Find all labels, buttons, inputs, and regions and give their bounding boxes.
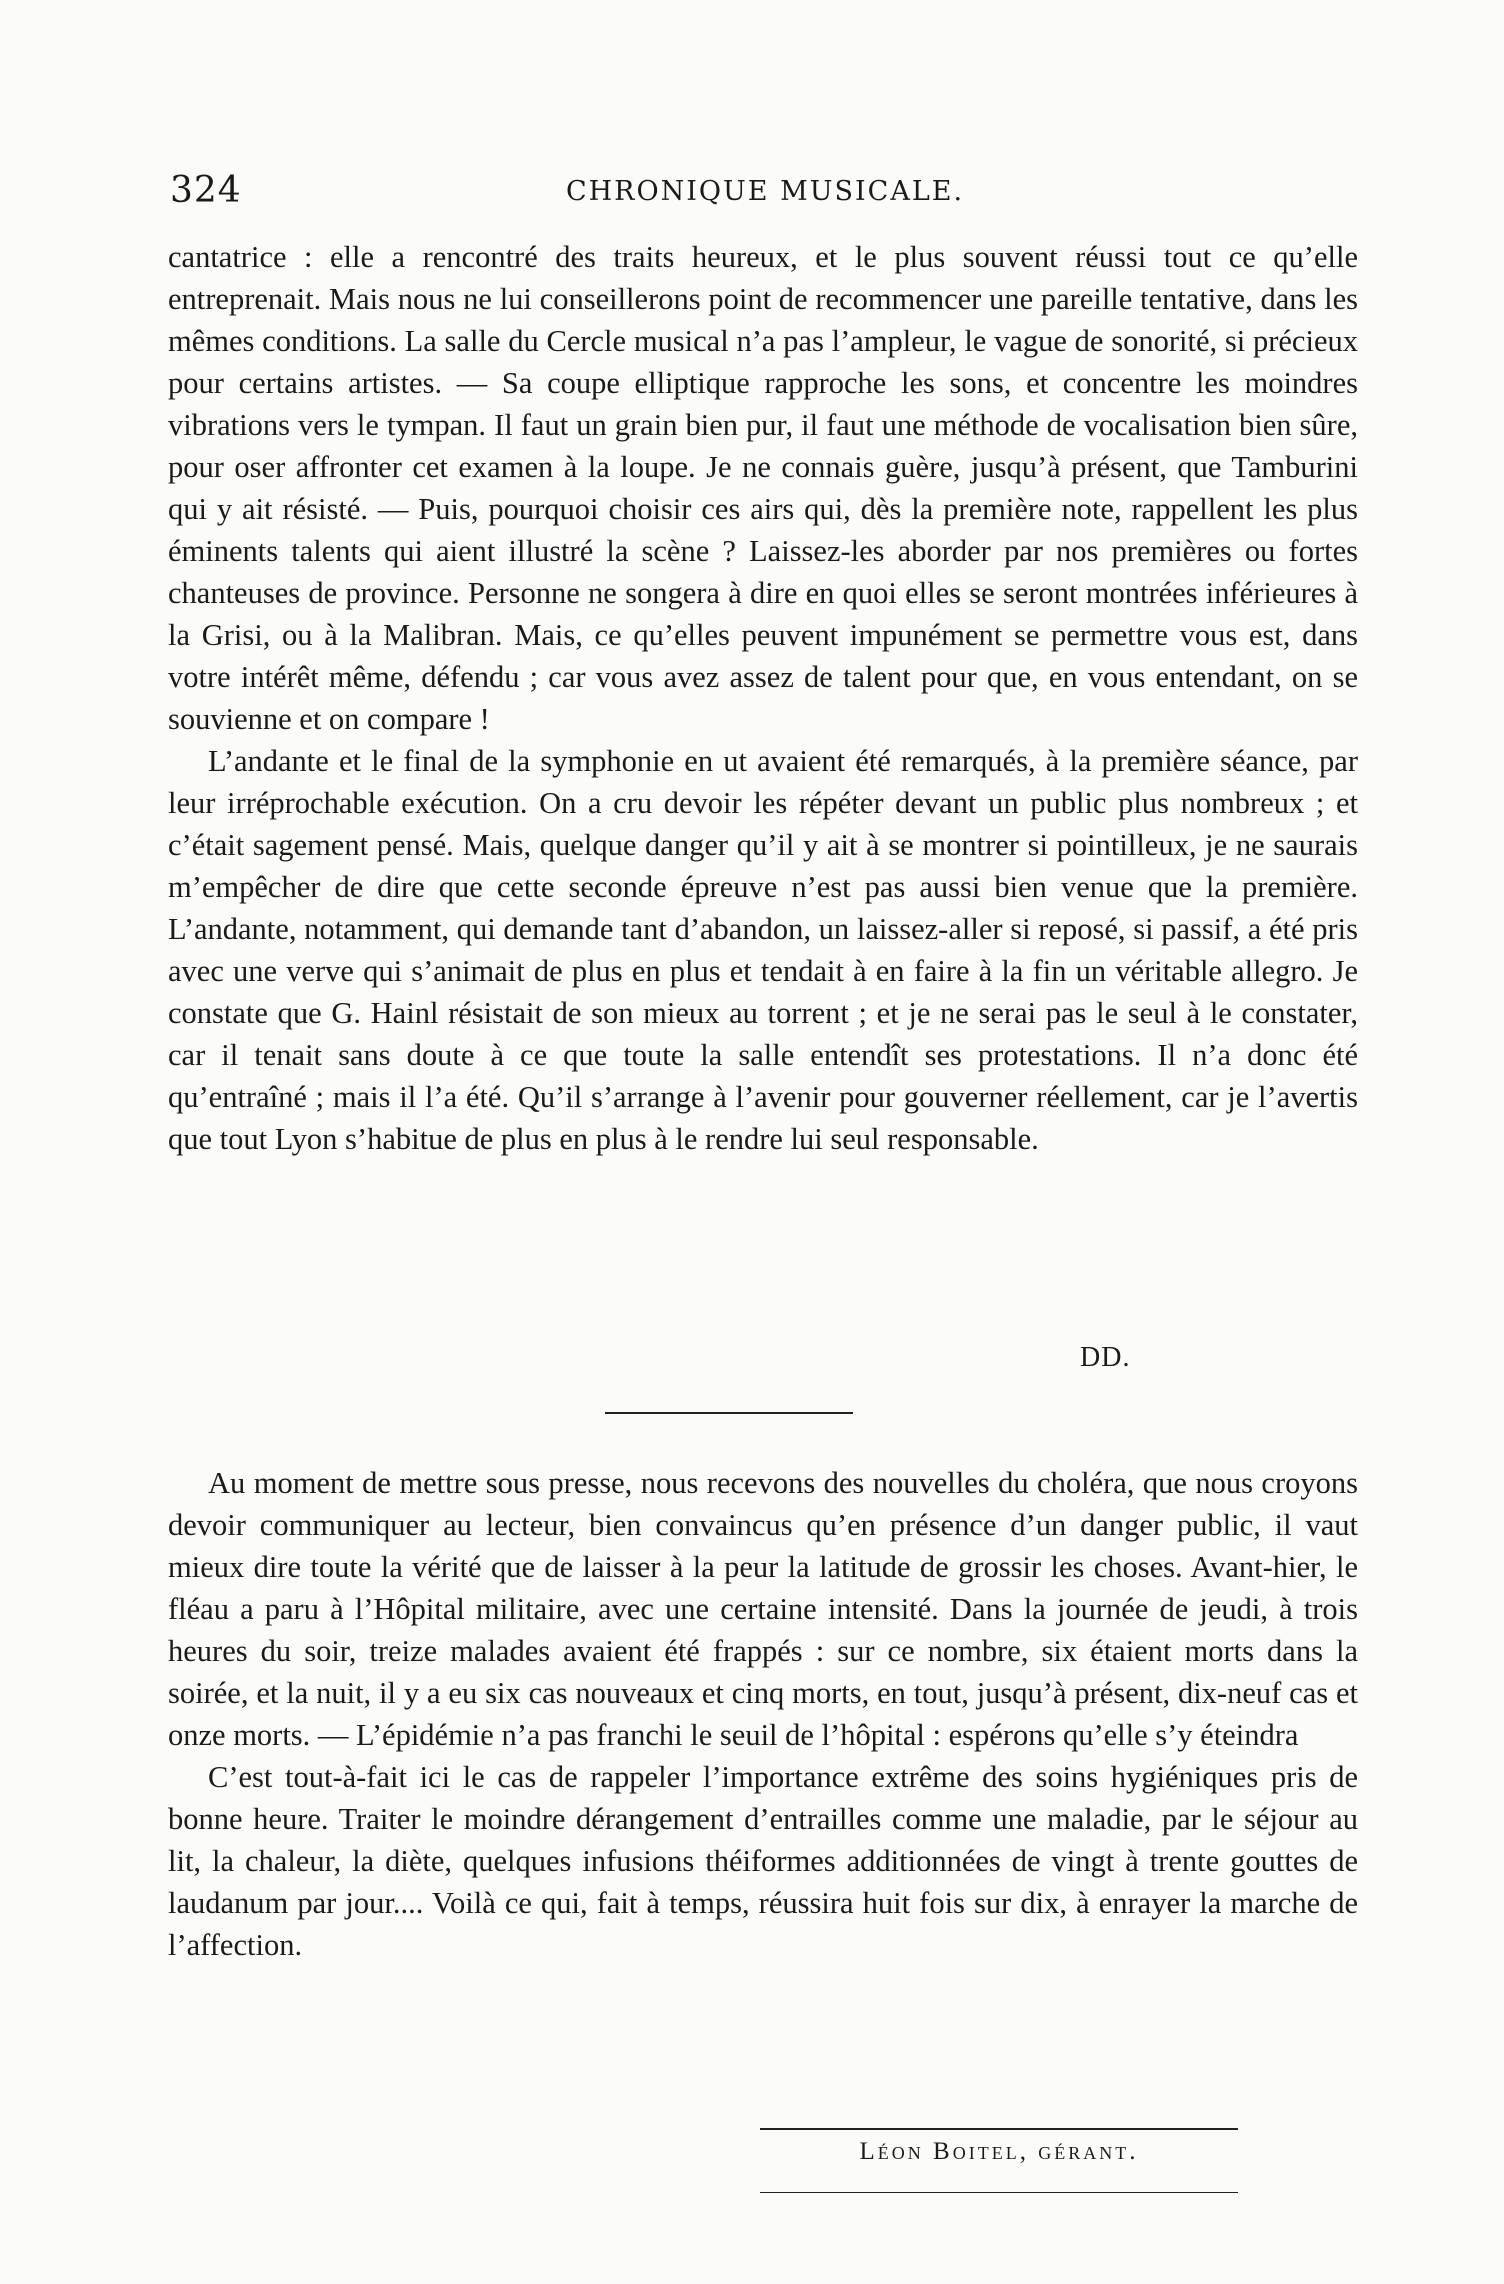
notice-paragraph-1: Au moment de mettre sous presse, nous recevons des nouvelles du choléra, que nous croyons devoir communiquer au lecteur, bien convaincus qu’en présence d’un danger public, il vaut mieux dire toute la vérité que de laisser à la peur la latitude de grossir les choses. Avant-hier, le fléau a paru à l’Hôpital militaire, avec une certaine intensité. Dans la journée de jeudi, à trois heures du soir, treize malades avaient été frappés : sur ce nombre, six étaient morts dans la soirée, et la nuit, il y a eu six cas nouveaux et cinq morts, en tout, jusqu’à présent, dix-neuf cas et onze morts. — L’épidémie n’a pas franchi le seuil de l’hôpital : espérons qu’elle s’y éteindra [168, 1466, 1358, 1752]
page-header [170, 170, 1360, 216]
imprint-rule-bottom [760, 2192, 1238, 2193]
running-head: CHRONIQUE MUSICALE. [565, 176, 965, 207]
article-music-review [168, 236, 1358, 1160]
section-divider [605, 1412, 853, 1414]
notice-paragraph-2: C’est tout-à-fait ici le cas de rappeler l’importance extrême des soins hygiéniques pris de bonne heure. Traiter le moindre dérangement d’entrailles comme une maladie, par le séjour au lit, la chaleur, la diète, quelques infusions théiformes additionnées de vingt à trente gouttes de laudanum par jour.... Voilà ce qui, fait à temps, réussira huit fois sur dix, à enrayer la marche de l’affection. [168, 1760, 1358, 1962]
imprint-line: Léon Boitel, gérant. [859, 2138, 1139, 2165]
review-signature: DD. [1080, 1342, 1131, 1373]
review-paragraph-2: L’andante et le final de la symphonie en ut avaient été remarqués, à la première séance, par leur irréprochable exécution. On a cru devoir les répéter devant un public plus nombreux ; et c’était sagement pensé. Mais, quelque danger qu’il y ait à se montrer si pointilleux, je ne saurais m’empêcher de dire que cette seconde épreuve n’est pas aussi bien venue que la première. L’andante, notamment, qui demande tant d’abandon, un laissez-aller si reposé, si passif, a été pris avec une verve qui s’animait de plus en plus et tendait à en faire à la fin un véritable allegro. Je constate que G. Hainl résistait de son mieux au torrent ; et je ne serai pas le seul à le constater, car il tenait sans doute à ce que toute la salle entendît ses protestations. Il n’a donc été qu’entraîné ; mais il l’a été. Qu’il s’arrange à l’avenir pour gouverner réellement, car je l’avertis que tout Lyon s’habitue de plus en plus à le rendre lui seul responsable. [168, 744, 1358, 1156]
imprint-rule-top [760, 2128, 1238, 2130]
review-paragraph-1: cantatrice : elle a rencontré des traits heureux, et le plus souvent réussi tout ce qu’elle entreprenait. Mais nous ne lui conseillerons point de recommencer une pareille tentative, dans les mêmes conditions. La salle du Cercle musical n’a pas l’ampleur, le vague de sonorité, si précieux pour certains artistes. — Sa coupe elliptique rapproche les sons, et concentre les moindres vibrations vers le tympan. Il faut un grain bien pur, il faut une méthode de vocalisation bien sûre, pour oser affronter cet examen à la loupe. Je ne connais guère, jusqu’à présent, que Tamburini qui y ait résisté. — Puis, pourquoi choisir ces airs qui, dès la première note, rappellent les plus éminents talents qui aient illustré la scène ? Laissez-les aborder par nos premières ou fortes chanteuses de province. Personne ne songera à dire en quoi elles se seront montrées inférieures à la Grisi, ou à la Malibran. Mais, ce qu’elles peuvent impunément se permettre vous est, dans votre intérêt même, défendu ; car vous avez assez de talent pour que, en vous entendant, on se souvienne et on compare ! [168, 240, 1358, 736]
page-number: 324 [170, 170, 242, 211]
article-cholera-notice [168, 1462, 1358, 1966]
